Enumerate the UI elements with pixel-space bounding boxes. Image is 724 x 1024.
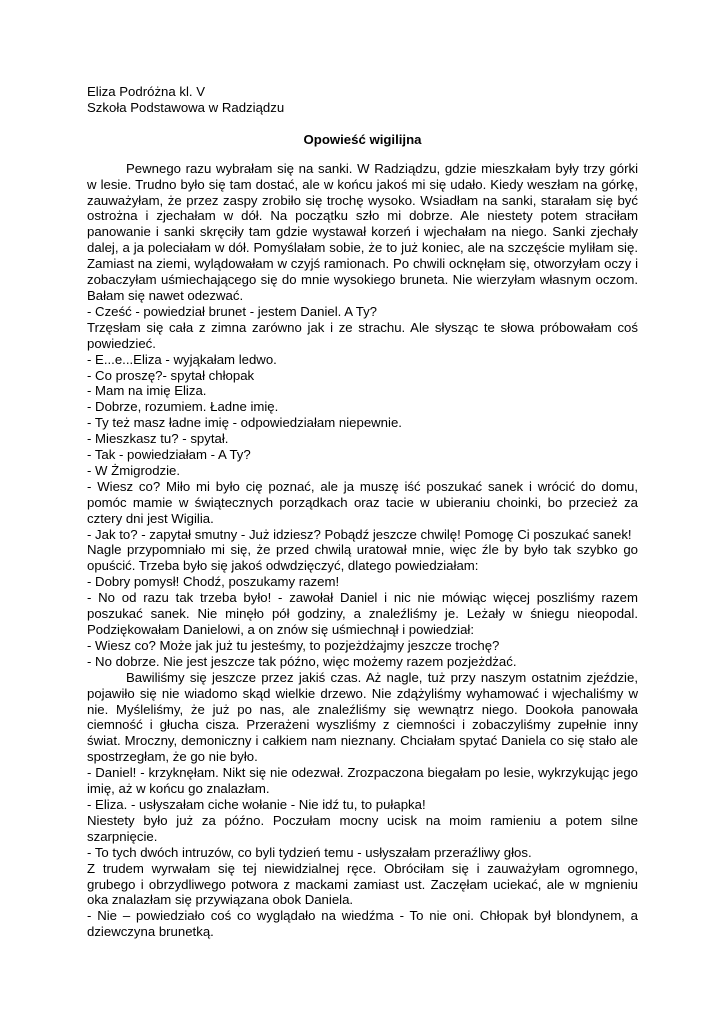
paragraph: - W Żmigrodzie. [87,462,181,478]
paragraph: Z trudem wyrwałam się tej niewidzialnej ręce. Obróciłam się i zauważyłam ogromnego, grubego i obrzydliwego potwora z mackami zamiast ust. Zaczęłam uciekać, ale w mgnieniu oka znalazłam się przywiązana obok Daniela. [87,860,638,908]
paragraph: - No dobrze. Nie jest jeszcze tak późno, więc możemy razem pozjeżdżać. [87,653,517,669]
paragraph: - Tak - powiedziałam - A Ty? [87,447,251,463]
paragraph: - Wiesz co? Miło mi było cię poznać, ale ja muszę iść poszukać sanek i wrócić do domu, pomóc mamie w świątecznych porządkach oraz tacie w ubieraniu choinki, bo przecież za cztery dni jest Wigilia. [87,478,638,526]
paragraph: - E...e...Eliza - wyjąkałam ledwo. [87,351,277,367]
paragraph: - Jak to? - zapytał smutny - Już idziesz? Pobądź jeszcze chwilę! Pomogę Ci poszukać sanek! [87,526,632,542]
author-line: Eliza Podróżna kl. V [87,84,206,99]
paragraph: - No od razu tak trzeba było! - zawołał Daniel i nic nie mówiąc więcej poszliśmy razem poszukać sanek. Nie minęło pół godziny, a znaleźliśmy je. Leżały w śniegu nieopodal. Podziękowałam Danielowi, a on znów się uśmiechnął i powiedział: [87,590,638,637]
paragraph: - Daniel! - krzyknęłam. Nikt się nie odezwał. Zrozpaczona biegałam po lesie, wykrzykując jego imię, aż w końcu go znalazłam. [87,765,638,797]
paragraph: - Ty też masz ładne imię - odpowiedziałam niepewnie. [87,415,402,431]
paragraph: Trzęsłam się cała z zimna zarówno jak i ze strachu. Ale słysząc te słowa próbowałam coś powiedzieć. [87,319,638,351]
paragraph: Pewnego razu wybrałam się na sanki. W Radziądzu, gdzie mieszkałam były trzy górki w lesie. Trudno było się tam dostać, ale w końcu jakoś mi się udało. Kiedy weszłam na górkę, zauważyłam, że przez zaspy zrobiło się trochę wysoko. Wsiadłam na sanki, starałam się być ostrożna i zjechałam w dół. Na początku szło mi dobrze. Ale niestety potem straciłam panowanie i sanki skręciły tam gdzie wystawał korzeń i wjechałam na niego. Sanki zjechały dalej, a ja poleciałam w dół. Pomyślałam sobie, że to już koniec, ale na szczęście myliłam się. Zamiast na ziemi, wylądowałam w czyjś ramionach. Po chwili ocknęłam się, otworzyłam oczy i zobaczyłam uśmiechającego się do mnie wysokiego bruneta. Nie wierzyłam własnym oczom. Bałam się nawet odezwać. [87,160,638,303]
paragraph: - Nie – powiedziało coś co wyglądało na wiedźma - To nie oni. Chłopak był blondynem, a dziewczyna brunetką. [87,908,638,940]
paragraph: - Eliza. - usłyszałam ciche wołanie - Nie idź tu, to pułapka! [87,796,426,812]
paragraph: Niestety było już za późno. Poczułam mocny ucisk na moim ramieniu a potem silne szarpnięcie. [87,812,638,844]
story-body [87,161,638,940]
paragraph: - Dobry pomysł! Chodź, poszukamy razem! [87,574,340,590]
story-title: Opowieść wigilijna [303,131,422,147]
paragraph: - Dobrze, rozumiem. Ładne imię. [87,399,279,415]
document-header [87,84,638,116]
paragraph: - Mam na imię Eliza. [87,383,207,399]
paragraph: - Cześć - powiedział brunet - jestem Daniel. A Ty? [87,303,378,319]
paragraph: Bawiliśmy się jeszcze przez jakiś czas. Aż nagle, tuż przy naszym ostatnim zjeździe, pojawiło się nie wiadomo skąd wielkie drzewo. Nie zdążyliśmy wyhamować i wjechaliśmy w nie. Myśleliśmy, że już po nas, ale znaleźliśmy się wewnątrz niego. Dookoła panowała ciemność i głucha cisza. Przerażeni wyszliśmy z ciemności i zobaczyliśmy zupełnie inny świat. Mroczny, demoniczny i całkiem nam nieznany. Chciałam spytać Daniela co się stało ale spostrzegłam, że go nie było. [87,669,638,765]
paragraph: - Mieszkasz tu? - spytał. [87,431,229,447]
paragraph: Nagle przypomniało mi się, że przed chwilą uratował mnie, więc źle by było tak szybko go opuścić. Trzeba było się jakoś odwdzięczyć, dlatego powiedziałam: [87,542,638,574]
paragraph: - Wiesz co? Może jak już tu jesteśmy, to pozjeżdżajmy jeszcze trochę? [87,637,500,653]
paragraph: - To tych dwóch intruzów, co byli tydzień temu - usłyszałam przeraźliwy głos. [87,844,532,860]
school-line: Szkoła Podstawowa w Radziądzu [87,99,285,115]
paragraph: - Co proszę?- spytał chłopak [87,367,255,383]
